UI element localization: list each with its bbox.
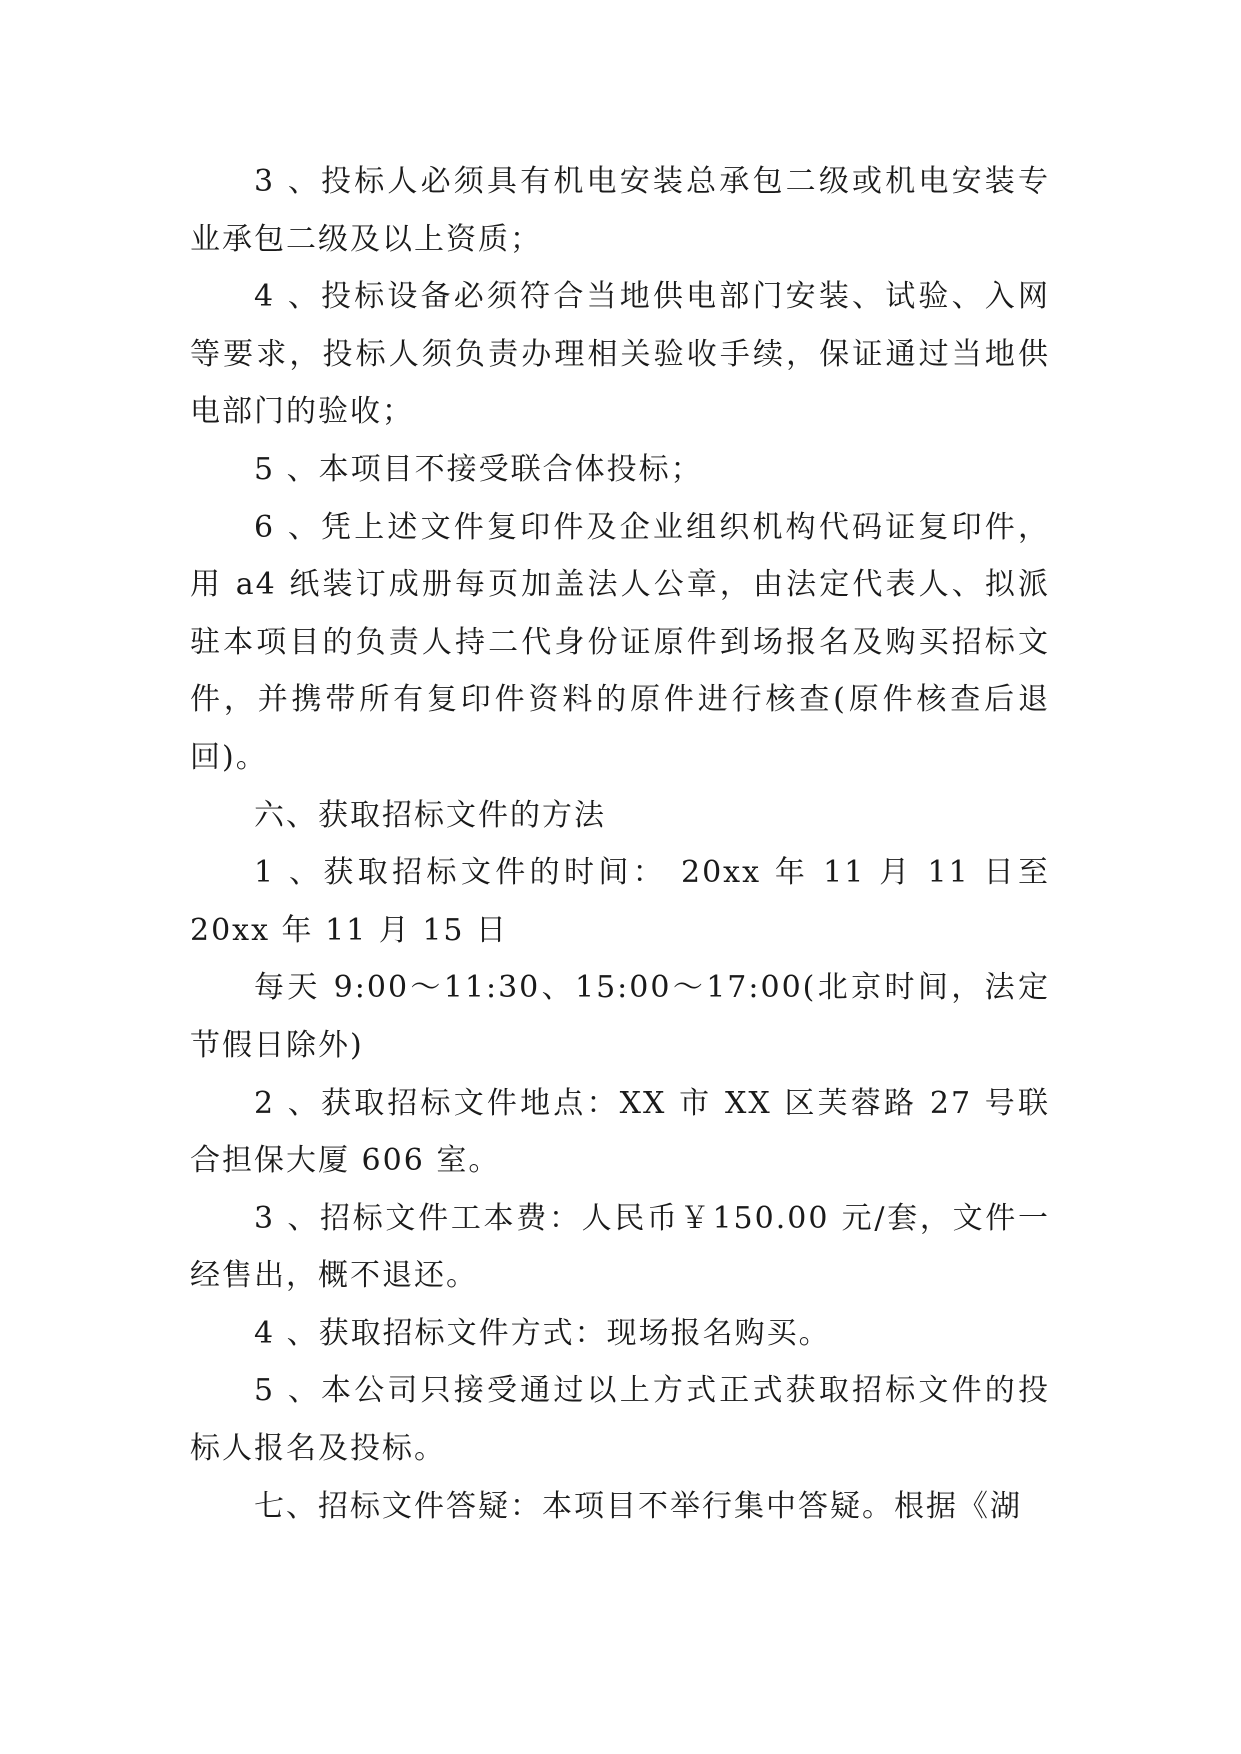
paragraph-equipment-requirement: 4 、投标设备必须符合当地供电部门安装、试验、入网等要求，投标人须负责办理相关验收手续，保证通过当地供电部门的验收； (190, 279, 1050, 430)
paragraph-obtain-time: 1 、获取招标文件的时间： 20xx 年 11 月 11 日至 20xx 年 11 月 15 日 (190, 855, 1050, 948)
paragraph-registration-documents: 6 、凭上述文件复印件及企业组织机构代码证复印件，用 a4 纸装订成册每页加盖法人公章，由法定代表人、拟派驻本项目的负责人持二代身份证原件到场报名及购买招标文件，并携带所有复印件资料的原件进行核查(原件核查后退回)。 (190, 509, 1050, 775)
section-heading-obtain-documents: 六、获取招标文件的方法 (254, 797, 606, 833)
paragraph-no-consortium: 5 、本项目不接受联合体投标； (254, 451, 703, 487)
paragraph-obtain-location: 2 、获取招标文件地点：XX 市 XX 区芙蓉路 27 号联合担保大厦 606 室。 (190, 1085, 1050, 1179)
paragraph-accepted-bidders: 5 、本公司只接受通过以上方式正式获取招标文件的投标人报名及投标。 (190, 1373, 1050, 1467)
paragraph-qualification-requirement: 3 、投标人必须具有机电安装总承包二级或机电安装专业承包二级及以上资质； (190, 164, 1050, 257)
paragraph-obtain-method: 4 、获取招标文件方式：现场报名购买。 (254, 1315, 831, 1351)
section-heading-clarification: 七、招标文件答疑：本项目不举行集中答疑。根据《湖 (254, 1488, 1022, 1524)
paragraph-daily-hours: 每天 9:00～11:30、15:00～17:00(北京时间，法定节假日除外) (190, 970, 1050, 1063)
paragraph-document-fee: 3 、招标文件工本费：人民币￥150.00 元/套，文件一经售出，概不退还。 (190, 1200, 1050, 1294)
document-body (190, 153, 1050, 1535)
